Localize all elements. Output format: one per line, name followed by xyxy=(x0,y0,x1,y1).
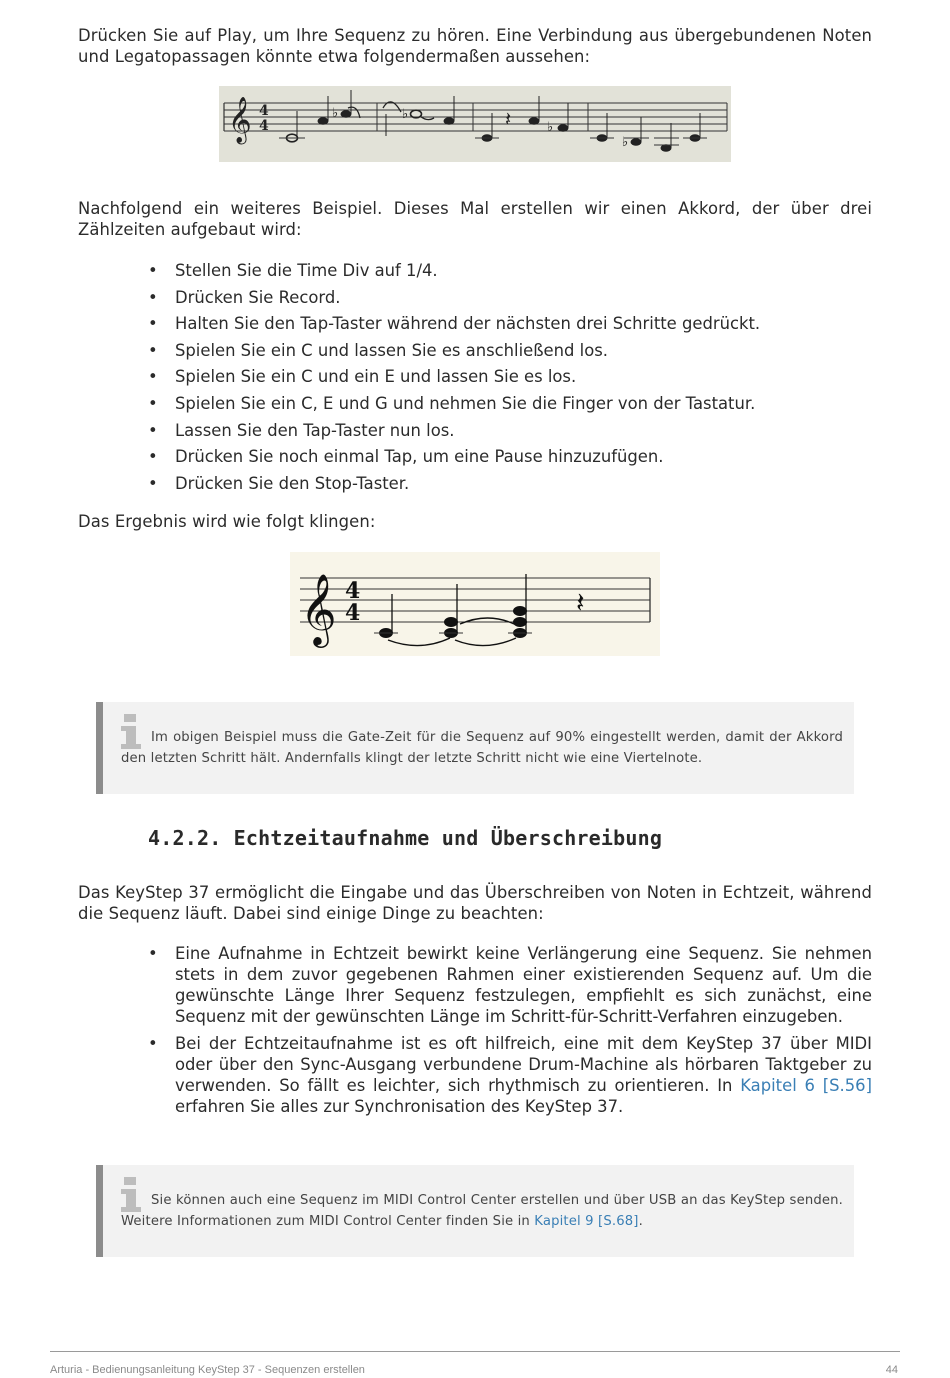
flat-sign: ♭ xyxy=(332,106,339,121)
steps-list xyxy=(148,258,872,497)
chapter9-link[interactable]: Kapitel 9 [S.68] xyxy=(534,1214,639,1229)
list-item: • Drücken Sie noch einmal Tap, um eine Pause hinzuzufügen. xyxy=(148,444,872,471)
note-g xyxy=(318,117,329,125)
note-b-flat xyxy=(341,110,352,118)
note-text xyxy=(121,1190,843,1232)
section-intro-paragraph: Das KeyStep 37 ermöglicht die Eingabe und das Überschreiben von Noten in Echtzeit, während die Sequenz läuft. Dabei sind einige Dinge zu beachten: xyxy=(78,883,872,923)
list-item: • Halten Sie den Tap-Taster während der nächsten drei Schritte gedrückt. xyxy=(148,311,872,338)
note-g xyxy=(529,117,540,125)
list-item xyxy=(148,1033,872,1117)
note-e xyxy=(513,617,527,627)
time-signature-top: 4 xyxy=(345,578,361,604)
note-e xyxy=(444,617,458,627)
note-text: Im obigen Beispiel muss die Gate-Zeit für die Sequenz auf 90% eingestellt werden, damit der Akkord den letzten Schritt hält. Andernfalls klingt der letzte Schritt nicht wie eine Viertelnote. xyxy=(121,730,843,766)
section-heading: 4.2.2. Echtzeitaufnahme und Überschreibung xyxy=(148,826,663,850)
flat-sign: ♭ xyxy=(402,107,409,122)
list-item: • Drücken Sie den Stop-Taster. xyxy=(148,471,872,498)
page-number: 44 xyxy=(885,1364,898,1376)
note-b-flat-low xyxy=(631,138,642,146)
score-chord-example xyxy=(290,552,660,656)
intro-paragraph: Drücken Sie auf Play, um Ihre Sequenz zu hören. Eine Verbindung aus übergebundenen Noten und Legatopassagen könnte etwa folgendermaßen aussehen: xyxy=(78,26,872,66)
note-e-flat xyxy=(558,124,569,132)
list-item: • Drücken Sie Record. xyxy=(148,285,872,312)
time-signature-top: 4 xyxy=(259,103,269,119)
note-text-tail: . xyxy=(638,1214,643,1229)
footer-divider xyxy=(50,1351,900,1352)
list-item: • Spielen Sie ein C, E und G und nehmen Sie die Finger von der Tastatur. xyxy=(148,391,872,418)
chapter6-link[interactable]: Kapitel 6 [S.56] xyxy=(740,1076,872,1095)
list-item: • Spielen Sie ein C und ein E und lassen Sie es los. xyxy=(148,364,872,391)
footer-title: Arturia - Bedienungsanleitung KeyStep 37 - Sequenzen erstellen xyxy=(50,1364,365,1376)
info-note xyxy=(96,1165,854,1257)
treble-clef: 𝄞 xyxy=(228,97,252,143)
tips-list xyxy=(148,943,872,1123)
quarter-rest: 𝄽 xyxy=(505,107,512,131)
note-text-main: Sie können auch eine Sequenz im MIDI Control Center erstellen und über USB an das KeyStep senden. Weitere Informationen zum MIDI Control Center finden Sie in xyxy=(121,1193,843,1229)
info-note xyxy=(96,702,854,794)
flat-sign: ♭ xyxy=(622,135,629,150)
list-item-tail: erfahren Sie alles zur Synchronisation des KeyStep 37. xyxy=(175,1097,624,1116)
list-item: • Eine Aufnahme in Echtzeit bewirkt keine Verlängerung eine Sequenz. Sie nehmen stets in dem zuvor gegebenen Rahmen einer existierenden Sequenz auf. Um die gewünschte Länge Ihrer Sequenz festzulegen, empfiehlt es sich zunächst, eine Sequenz mit der gewünschten Länge im Schritt-für-Schritt-Verfahren einzugeben. xyxy=(148,943,872,1027)
result-paragraph: Das Ergebnis wird wie folgt klingen: xyxy=(78,512,376,531)
list-item: • Stellen Sie die Time Div auf 1/4. xyxy=(148,258,872,285)
score-legato-example xyxy=(219,86,731,162)
list-item-text: Bei der Echtzeitaufnahme ist es oft hilfreich, eine mit dem KeyStep 37 über MIDI oder über den Sync-Ausgang verbundene Drum-Machine als hörbaren Taktgeber zu verwenden. So fällt es leichter, sich rhythmisch zu orientieren. In xyxy=(175,1034,872,1095)
treble-clef: 𝄞 xyxy=(300,572,337,645)
list-item: • Spielen Sie ein C und lassen Sie es anschließend los. xyxy=(148,338,872,365)
note-g xyxy=(444,117,455,125)
time-signature-bottom: 4 xyxy=(259,118,269,134)
flat-sign: ♭ xyxy=(547,120,554,135)
list-item: • Lassen Sie den Tap-Taster nun los. xyxy=(148,418,872,445)
note-g xyxy=(513,606,527,616)
example2-paragraph: Nachfolgend ein weiteres Beispiel. Dieses Mal erstellen wir einen Akkord, der über drei Zählzeiten aufgebaut wird: xyxy=(78,199,872,239)
quarter-rest: 𝄽 xyxy=(576,586,585,619)
time-signature-bottom: 4 xyxy=(345,600,361,626)
